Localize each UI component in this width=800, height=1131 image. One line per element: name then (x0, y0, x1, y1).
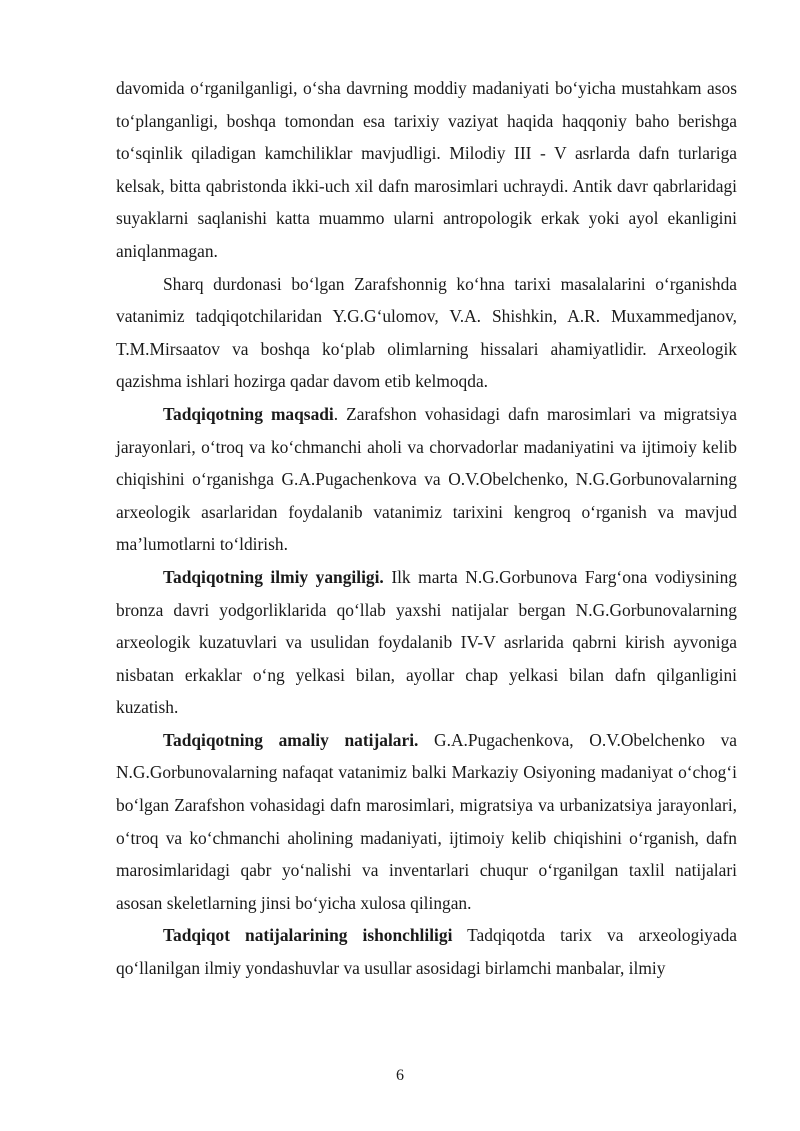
paragraph-scientific-novelty (116, 561, 737, 724)
paragraph-practical-results (116, 724, 737, 920)
paragraph-heading: Tadqiqotning amaliy natijalari. (163, 729, 419, 750)
paragraph-text: Tadqiqotda tarix va arxeologiyada qo‘llanilgan ilmiy yondashuvlar va usullar asosidagi birlamchi manbalar, ilmiy (116, 925, 737, 979)
paragraph-reliability (116, 919, 737, 984)
paragraph-heading: Tadqiqotning ilmiy yangiligi. (163, 566, 384, 587)
paragraph-researchers (116, 268, 737, 398)
paragraph-text: Ilk marta N.G.Gorbunova Farg‘ona vodiysining bronza davri yodgorliklarida qo‘llab yaxshi natijalar bergan N.G.Gorbunovalarning arxeologik kuzatuvlari va usulidan foydalanib IV-V asrlarida qabrni kirish ayvoniga nisbatan erkaklar o‘ng yelkasi bilan, ayollar chap yelkasi bilan dafn qilganligini kuzatish. (116, 566, 737, 718)
paragraph-text: Sharq durdonasi bo‘lgan Zarafshonnig ko‘hna tarixi masalalarini o‘rganishda vatanimiz tadqiqotchilaridan Y.G.G‘ulomov, V.A. Shishkin, A.R. Muxammedjanov, T.M.Mirsaatov va boshqa ko‘plab olimlarning hissalari ahamiyatlidir. Arxeologik qazishma ishlari hozirga qadar davom etib kelmoqda. (116, 273, 737, 392)
page-number: 6 (396, 1067, 404, 1084)
document-page-body (116, 72, 737, 985)
paragraph-heading: Tadqiqot natijalarining ishonchliligi (163, 925, 453, 946)
paragraph-heading: Tadqiqotning maqsadi (163, 403, 334, 424)
paragraph-text: . Zarafshon vohasidagi dafn marosimlari va migratsiya jarayonlari, o‘troq va ko‘chmanchi aholi va chorvadorlar madaniyatini va ijtimoiy kelib chiqishini o‘rganishga G.A.Pugachenkova va O.V.Obelchenko, N.G.Gorbunovalarning arxeologik asarlaridan foydalanib vatanimiz tarixini kengroq o‘rganish va mavjud ma’lumotlarni to‘ldirish. (116, 403, 737, 555)
paragraph-text: davomida o‘rganilganligi, o‘sha davrning moddiy madaniyati bo‘yicha mustahkam asos to‘planganligi, boshqa tomondan esa tarixiy vaziyat haqida haqqoniy baho berishga to‘sqinlik qiladigan kamchiliklar mavjudligi. Milodiy III - V asrlarda dafn turlariga kelsak, bitta qabristonda ikki-uch xil dafn marosimlari uchraydi. Antik davr qabrlaridagi suyaklarni saqlanishi katta muammo ularni antropologik erkak yoki ayol ekanligini aniqlanmagan. (116, 78, 737, 261)
paragraph-research-aim (116, 398, 737, 561)
paragraph-text: G.A.Pugachenkova, O.V.Obelchenko va N.G.Gorbunovalarning nafaqat vatanimiz balki Markaziy Osiyoning madaniyat o‘chog‘i bo‘lgan Zarafshon vohasidagi dafn marosimlari, migratsiya va urbanizatsiya jarayonlari, o‘troq va ko‘chmanchi aholining madaniyati, ijtimoiy kelib chiqishini o‘rganish, dafn marosimlaridagi qabr yo‘nalishi va inventarlari chuqur o‘rganilgan taxlil natijalari asosan skeletlarning jinsi bo‘yicha xulosa qilingan. (116, 729, 737, 913)
paragraph-continuation (116, 72, 737, 268)
